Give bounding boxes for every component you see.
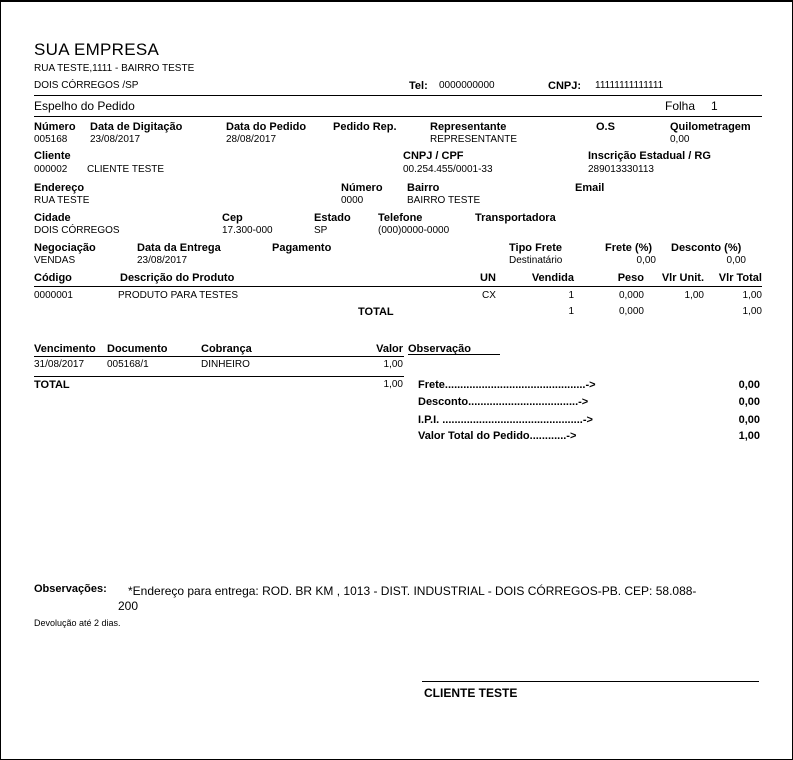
representante-value: REPRESENTANTE — [430, 134, 518, 145]
cliente-codigo: 000002 — [34, 164, 68, 175]
cnpj-cpf-label: CNPJ / CPF — [403, 150, 464, 162]
company-tel-value: 0000000000 — [439, 80, 495, 91]
data-entrega-label: Data da Entrega — [137, 242, 221, 254]
summary-valor-total-value: 1,00 — [738, 430, 760, 442]
company-address: RUA TESTE,1111 - BAIRRO TESTE — [34, 63, 195, 74]
installments-total-label: TOTAL — [34, 379, 70, 391]
ie-label: Inscrição Estadual / RG — [588, 150, 711, 162]
company-cnpj-value: 11111111111111 — [595, 80, 664, 91]
cidade-value: DOIS CÓRREGOS — [34, 225, 120, 236]
pedido-rep-label: Pedido Rep. — [333, 121, 397, 133]
notes-line-1: *Endereço para entrega: ROD. BR KM , 1013 - DIST. INDUSTRIAL - DOIS CÓRREGOS-PB. CEP: 58.088- — [128, 584, 697, 598]
report-title: Espelho do Pedido — [34, 99, 135, 113]
page-label: Folha — [665, 99, 696, 113]
data-digitacao-value: 23/08/2017 — [90, 134, 141, 145]
os-label: O.S — [596, 121, 615, 133]
summary-frete-value: 0,00 — [738, 379, 760, 391]
signature-line — [422, 681, 759, 682]
pagamento-label: Pagamento — [272, 242, 332, 254]
col-documento-header: Documento — [107, 343, 168, 355]
col-vendida-header: Vendida — [531, 272, 574, 284]
endereco-value: RUA TESTE — [34, 195, 90, 206]
endereco-numero-label: Número — [341, 182, 383, 194]
divider — [408, 354, 500, 355]
frete-pct-label: Frete (%) — [605, 242, 653, 254]
data-digitacao-label: Data de Digitação — [90, 121, 183, 133]
divider — [34, 95, 762, 96]
col-codigo-header: Código — [34, 272, 72, 284]
notes-label: Observações: — [34, 583, 107, 595]
col-un-header: UN — [480, 272, 496, 284]
email-label: Email — [575, 182, 605, 194]
item-descricao: PRODUTO PARA TESTES — [118, 290, 239, 301]
desconto-pct-label: Desconto (%) — [671, 242, 742, 254]
items-total-peso: 0,000 — [618, 306, 644, 317]
item-un: CX — [482, 290, 496, 301]
summary-frete-label: Frete..............................................-> — [418, 379, 596, 391]
tipo-frete-value: Destinatário — [509, 255, 563, 266]
summary-ipi-value: 0,00 — [738, 414, 760, 426]
page-number: 1 — [711, 99, 718, 113]
item-peso: 0,000 — [618, 290, 644, 301]
data-pedido-label: Data do Pedido — [226, 121, 307, 133]
item-codigo: 0000001 — [34, 290, 73, 301]
transportadora-label: Transportadora — [475, 212, 556, 224]
items-total-vendida: 1 — [568, 306, 574, 317]
installments-total-valor: 1,00 — [383, 379, 403, 390]
col-vlr-total-header: Vlr Total — [718, 272, 762, 284]
quilometragem-value: 0,00 — [670, 134, 690, 145]
ie-value: 289013330113 — [588, 164, 654, 175]
item-vendida: 1 — [568, 290, 574, 301]
telefone-value: (000)0000-0000 — [378, 225, 450, 236]
company-tel-label: Tel: — [409, 80, 428, 92]
col-vencimento-header: Vencimento — [34, 343, 96, 355]
col-observacao-header: Observação — [408, 343, 471, 355]
divider — [34, 286, 762, 287]
col-cobranca-header: Cobrança — [201, 343, 252, 355]
divider — [34, 116, 762, 117]
inst-valor: 1,00 — [383, 359, 403, 370]
cep-value: 17.300-000 — [222, 225, 273, 236]
divider — [34, 376, 404, 377]
company-city: DOIS CÓRREGOS /SP — [34, 80, 139, 91]
summary-desconto-value: 0,00 — [738, 396, 760, 408]
items-total-label: TOTAL — [358, 306, 394, 318]
estado-value: SP — [314, 225, 328, 236]
bairro-label: Bairro — [407, 182, 440, 194]
devolucao-note: Devolução até 2 dias. — [34, 618, 121, 628]
col-vlr-unit-header: Vlr Unit. — [661, 272, 704, 284]
inst-vencimento: 31/08/2017 — [34, 359, 85, 370]
numero-value: 005168 — [34, 134, 68, 145]
endereco-label: Endereço — [34, 182, 85, 194]
cliente-nome: CLIENTE TESTE — [87, 164, 165, 175]
item-vlr-unit: 1,00 — [684, 290, 704, 301]
bairro-value: BAIRRO TESTE — [407, 195, 481, 206]
notes-line-2: 200 — [118, 599, 139, 613]
data-pedido-value: 28/08/2017 — [226, 134, 277, 145]
signature-name: CLIENTE TESTE — [424, 686, 518, 700]
telefone-label: Telefone — [378, 212, 423, 224]
divider — [34, 356, 404, 357]
summary-ipi-label: I.P.I. ..............................................-> — [418, 414, 593, 426]
summary-valor-total-label: Valor Total do Pedido............-> — [418, 430, 577, 442]
item-vlr-total: 1,00 — [742, 290, 762, 301]
quilometragem-label: Quilometragem — [670, 121, 751, 133]
estado-label: Estado — [314, 212, 351, 224]
data-entrega-value: 23/08/2017 — [137, 255, 188, 266]
inst-documento: 005168/1 — [107, 359, 149, 370]
col-peso-header: Peso — [617, 272, 644, 284]
items-total-valor: 1,00 — [742, 306, 762, 317]
cliente-label: Cliente — [34, 150, 71, 162]
cep-label: Cep — [222, 212, 243, 224]
representante-label: Representante — [430, 121, 507, 133]
summary-desconto-label: Desconto....................................-> — [418, 396, 589, 408]
endereco-numero-value: 0000 — [341, 195, 364, 206]
numero-label: Número — [34, 121, 76, 133]
cnpj-cpf-value: 00.254.455/0001-33 — [403, 164, 493, 175]
col-valor-header: Valor — [376, 343, 403, 355]
company-name: SUA EMPRESA — [34, 40, 160, 59]
negociacao-label: Negociação — [34, 242, 96, 254]
inst-cobranca: DINHEIRO — [201, 359, 250, 370]
desconto-pct-value: 0,00 — [726, 255, 746, 266]
frete-pct-value: 0,00 — [636, 255, 656, 266]
tipo-frete-label: Tipo Frete — [509, 242, 562, 254]
col-descricao-header: Descrição do Produto — [120, 272, 235, 284]
negociacao-value: VENDAS — [34, 255, 76, 266]
cidade-label: Cidade — [34, 212, 71, 224]
company-cnpj-label: CNPJ: — [548, 80, 582, 92]
